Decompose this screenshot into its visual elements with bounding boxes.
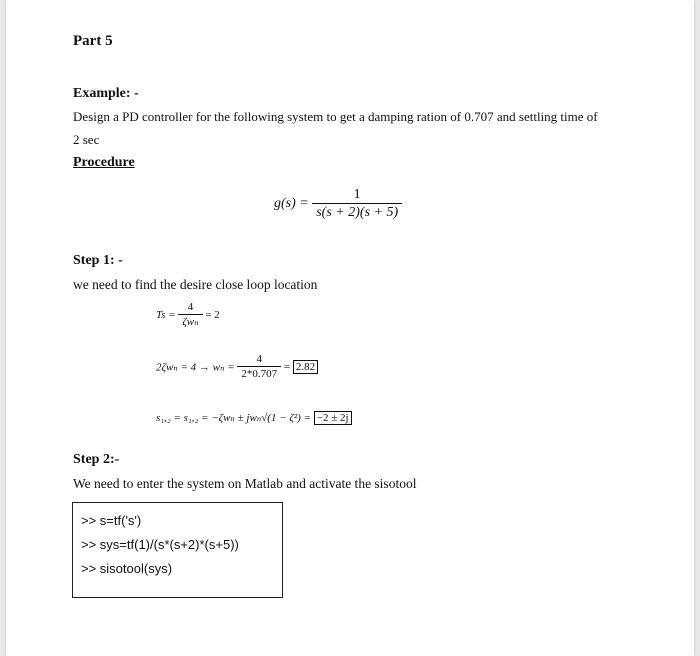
natural-frequency-equation bbox=[156, 354, 318, 380]
transfer-function bbox=[274, 188, 402, 220]
document-page bbox=[6, 0, 694, 656]
eq1-lhs: Ts = bbox=[156, 308, 176, 321]
description-line-1: Design a PD controller for the following system to get a damping ration of 0.707 and settling time of bbox=[73, 109, 598, 124]
settling-time-equation bbox=[156, 302, 220, 328]
code-line-1: >> s=tf('s') bbox=[81, 513, 142, 528]
step1-text: we need to find the desire close loop location bbox=[73, 277, 318, 292]
eq2-lhs: 2ζwₙ = 4 → wₙ = bbox=[156, 361, 235, 374]
step2-text: We need to enter the system on Matlab and activate the sisotool bbox=[73, 476, 417, 491]
code-line-2: >> sys=tf(1)/(s*(s+2)*(s+5)) bbox=[81, 537, 239, 552]
pole-location-equation bbox=[156, 411, 352, 424]
eq2-result: 2.82 bbox=[293, 360, 318, 374]
transfer-function-fraction bbox=[312, 188, 402, 220]
eq2-fraction bbox=[237, 354, 281, 380]
eq1-rhs: = 2 bbox=[205, 308, 220, 321]
eq2-denominator: 2*0.707 bbox=[237, 366, 281, 380]
transfer-function-lhs: g(s) = bbox=[274, 196, 309, 212]
description-line-2: 2 sec bbox=[73, 132, 100, 147]
part-title: Part 5 bbox=[73, 33, 113, 49]
eq1-fraction bbox=[178, 302, 202, 328]
eq2-equals: = bbox=[283, 360, 291, 373]
eq1-denominator: ζwₙ bbox=[178, 314, 202, 328]
step1-heading: Step 1: - bbox=[73, 253, 123, 268]
eq1-numerator: 4 bbox=[187, 301, 194, 313]
matlab-code-box bbox=[72, 502, 283, 598]
example-heading: Example: - bbox=[73, 86, 139, 101]
code-line-3: >> sisotool(sys) bbox=[81, 561, 173, 576]
step2-heading: Step 2:- bbox=[73, 452, 120, 467]
eq3-lhs: s₁,₂ = s₁,₂ = −ζwₙ ± jwₙ√(1 − ζ²) = bbox=[156, 412, 311, 424]
eq3-result: −2 ± 2j bbox=[314, 411, 352, 425]
transfer-function-denominator: s(s + 2)(s + 5) bbox=[312, 203, 402, 220]
transfer-function-numerator: 1 bbox=[353, 187, 361, 202]
procedure-heading: Procedure bbox=[73, 155, 135, 170]
eq2-numerator: 4 bbox=[256, 353, 263, 365]
